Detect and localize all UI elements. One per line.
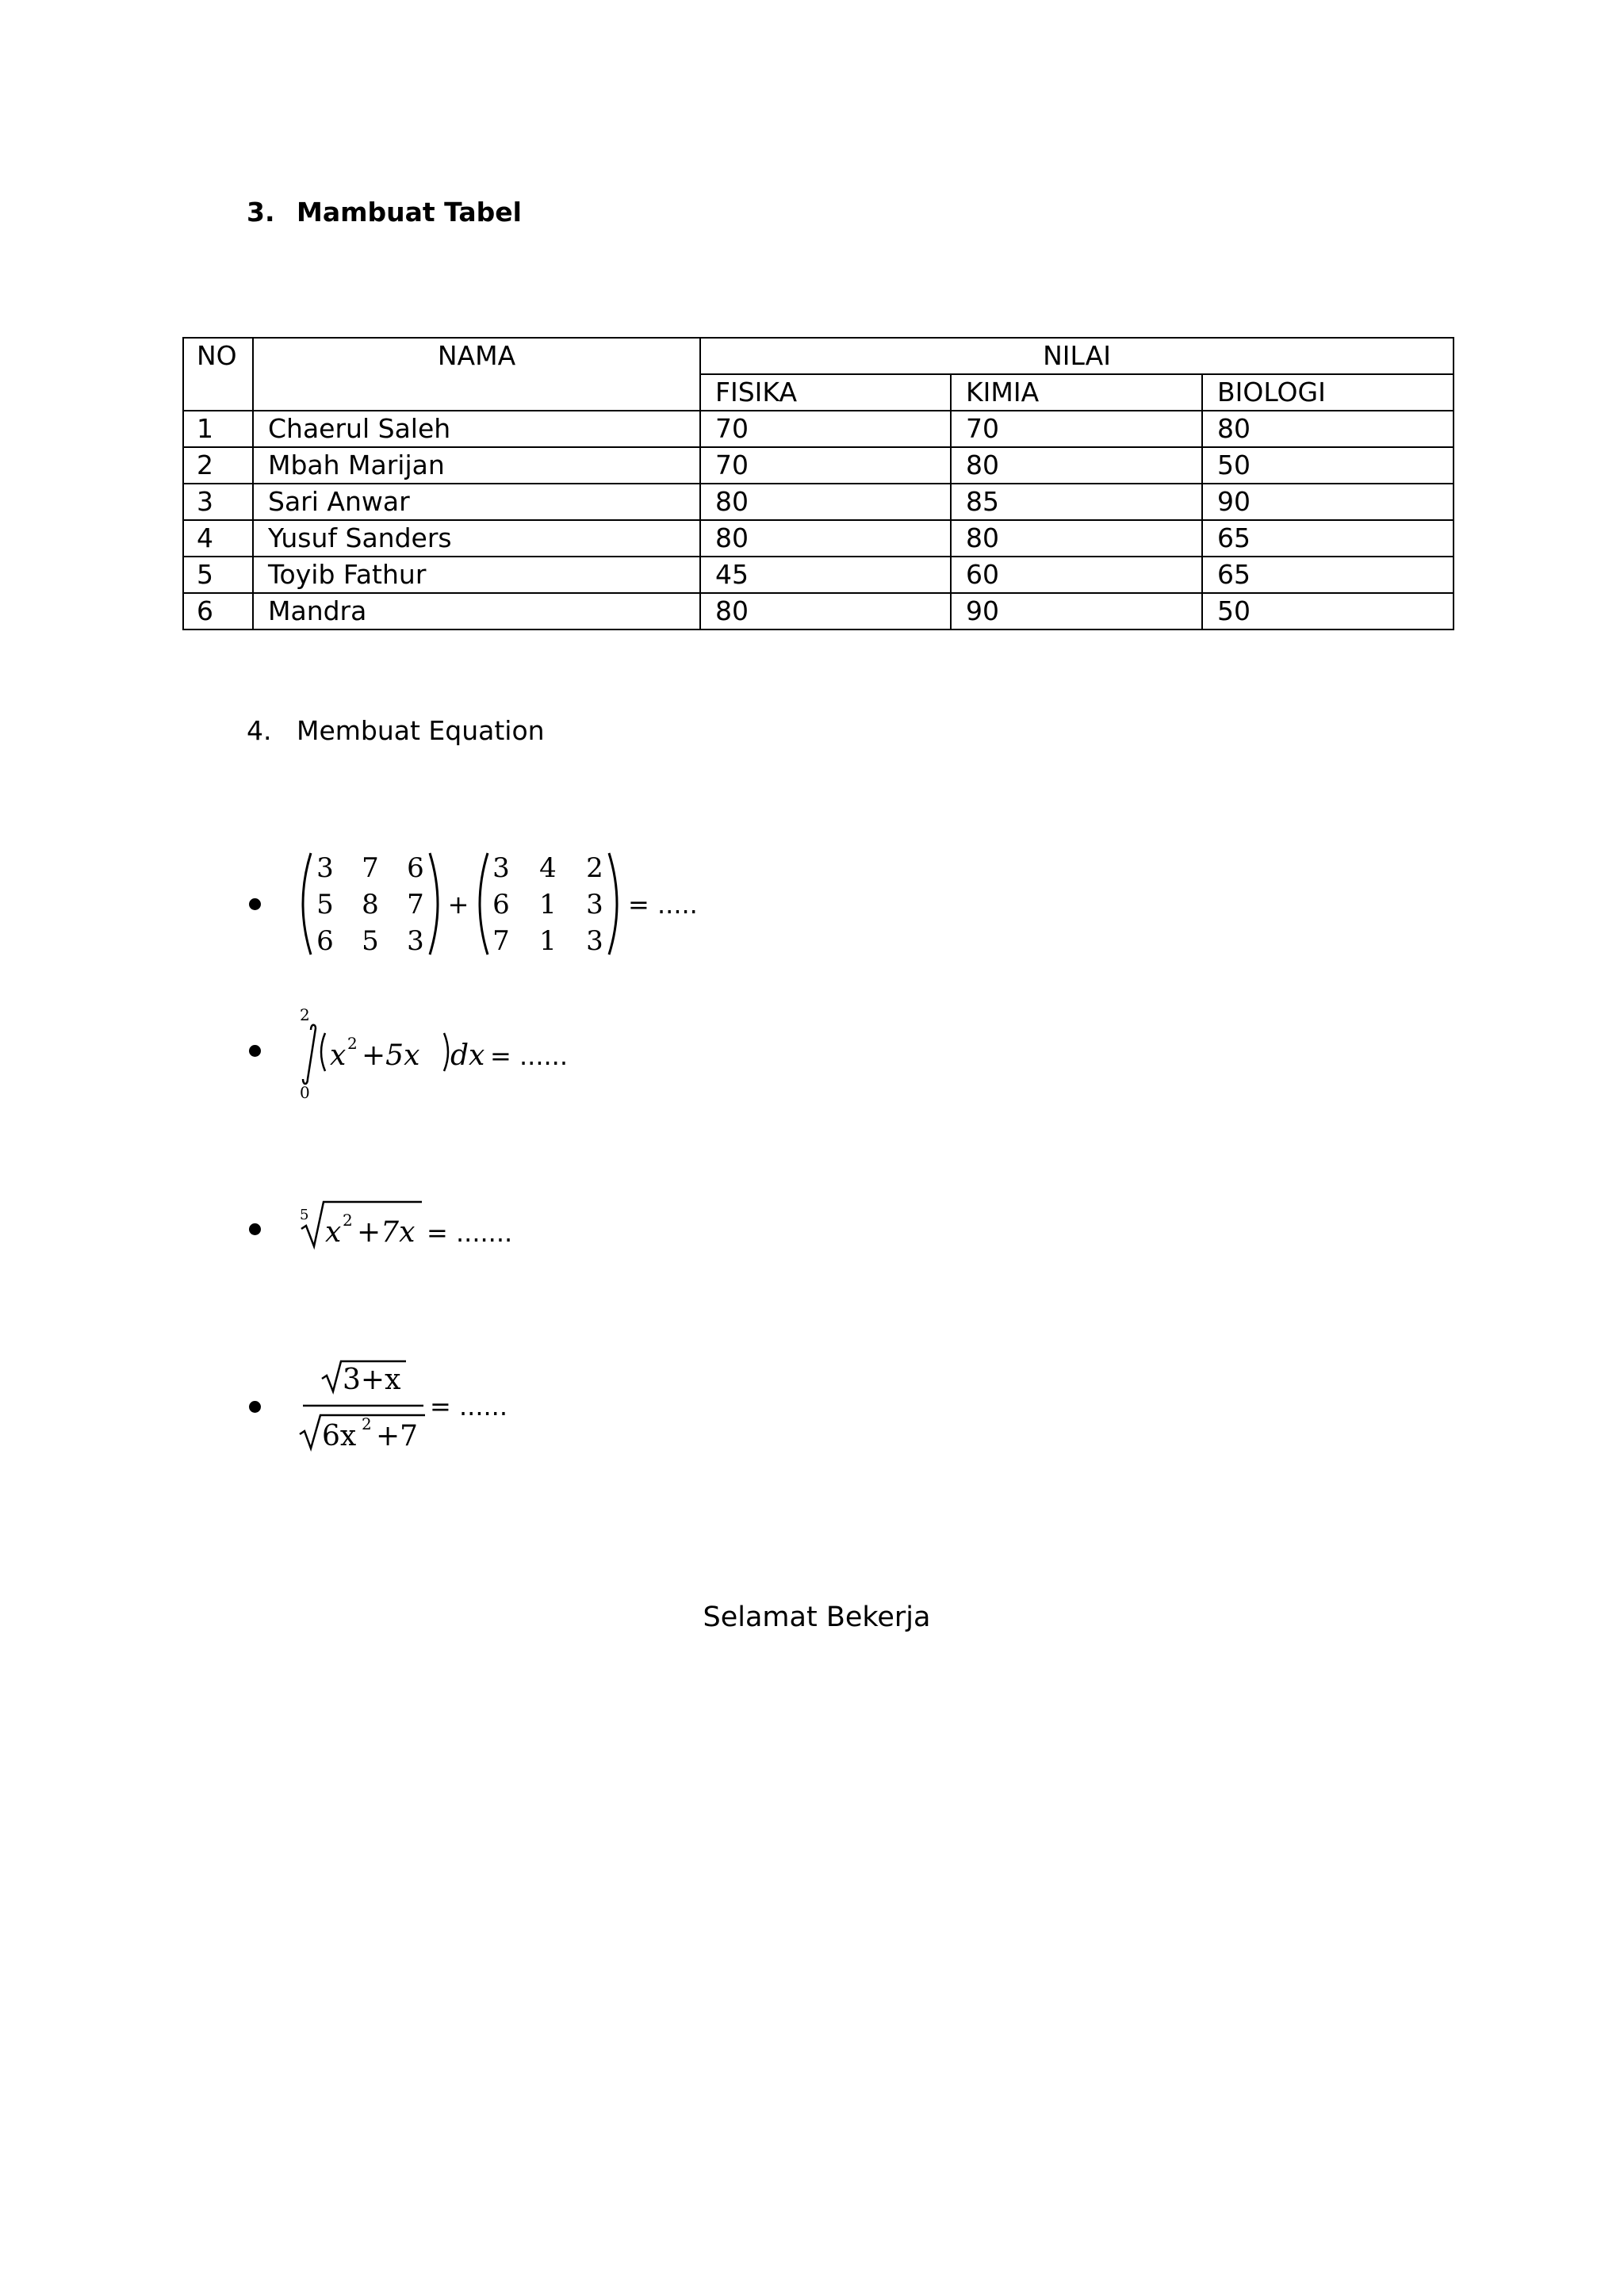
cell-biologi: 80 [1202,411,1454,447]
integral-result: = ...... [490,1041,569,1071]
cell-nama: Toyib Fathur [253,557,700,593]
matrix-a-cell: 7 [362,852,379,884]
root-rest: +7x [357,1216,416,1249]
closing-text: Selamat Bekerja [703,1601,931,1633]
matrix-b-cell: 6 [492,889,510,920]
fraction-numerator: 3+x [343,1364,401,1396]
integral-exponent: 2 [347,1034,358,1053]
cell-no: 6 [183,593,253,629]
cell-biologi: 90 [1202,484,1454,520]
header-kimia: KIMIA [951,374,1202,411]
fraction-result: = ...... [430,1391,508,1422]
cell-fisika: 80 [700,593,951,629]
matrix-b-cell: 3 [492,852,510,884]
root-equation [298,1197,552,1253]
cell-kimia: 90 [951,593,1202,629]
left-paren [480,853,488,955]
root-base: x [325,1216,342,1249]
cell-biologi: 50 [1202,593,1454,629]
matrix-equation [293,848,706,959]
header-nama: NAMA [253,338,700,411]
cell-kimia: 60 [951,557,1202,593]
integral-equation [293,1003,579,1106]
cell-no: 3 [183,484,253,520]
cell-no: 2 [183,447,253,484]
grades-table [182,337,1454,630]
matrix-b-cell: 7 [492,925,510,957]
fraction-den-exp: 2 [362,1414,372,1433]
cell-kimia: 70 [951,411,1202,447]
root-exponent: 2 [343,1211,353,1230]
cell-biologi: 65 [1202,520,1454,557]
root-result: = ....... [427,1218,513,1248]
bullet-icon [249,1401,261,1413]
table-row [183,484,1454,520]
cell-kimia: 80 [951,520,1202,557]
integral-upper-limit: 2 [300,1005,310,1024]
cell-nama: Sari Anwar [253,484,700,520]
section-3-number: 3. [247,197,275,228]
matrix-a-cell: 6 [407,852,424,884]
header-nilai: NILAI [700,338,1454,374]
table-row [183,593,1454,629]
right-paren [430,853,438,955]
cell-biologi: 50 [1202,447,1454,484]
cell-nama: Yusuf Sanders [253,520,700,557]
cell-nama: Chaerul Saleh [253,411,700,447]
fraction-equation [298,1352,536,1455]
table-row [183,520,1454,557]
matrix-a-cell: 7 [407,889,424,920]
integral-dx: dx [450,1039,485,1072]
table-row [183,411,1454,447]
matrix-b-cell: 2 [586,852,603,884]
matrix-a-cell: 5 [362,925,379,957]
cell-fisika: 80 [700,484,951,520]
integral-sign-icon [303,1025,316,1084]
left-paren [321,1033,325,1071]
section-4-title: Membuat Equation [297,715,545,746]
bullet-icon [249,898,261,910]
bullet-icon [249,1223,261,1235]
cell-kimia: 80 [951,447,1202,484]
matrix-a-cell: 8 [362,889,379,920]
left-paren [303,853,311,955]
header-no: NO [183,338,253,411]
section-4-heading [247,715,545,746]
matrix-b-cell: 4 [539,852,557,884]
matrix-a-cell: 3 [407,925,424,957]
cell-fisika: 70 [700,447,951,484]
matrix-b-cell: 3 [586,925,603,957]
matrix-a-cell: 3 [316,852,334,884]
root-index: 5 [300,1207,309,1223]
section-3-title: Mambuat Tabel [297,197,522,228]
matrix-a-cell: 5 [316,889,334,920]
table-row [183,447,1454,484]
integral-rest: +5x [362,1039,420,1072]
cell-no: 1 [183,411,253,447]
section-3-heading [247,197,522,228]
plus-operator: + [447,890,469,920]
section-4-number: 4. [247,715,272,746]
cell-no: 5 [183,557,253,593]
cell-fisika: 80 [700,520,951,557]
matrix-result: = ..... [628,890,698,920]
cell-fisika: 45 [700,557,951,593]
right-paren [609,853,617,955]
fraction-den-rest: +7 [376,1420,419,1452]
cell-biologi: 65 [1202,557,1454,593]
cell-nama: Mandra [253,593,700,629]
bullet-icon [249,1045,261,1057]
fraction-den-pre: 6x [322,1420,357,1452]
cell-nama: Mbah Marijan [253,447,700,484]
matrix-a-cell: 6 [316,925,334,957]
integral-lower-limit: 0 [300,1083,310,1102]
cell-fisika: 70 [700,411,951,447]
header-fisika: FISIKA [700,374,951,411]
cell-kimia: 85 [951,484,1202,520]
matrix-b-cell: 1 [539,925,557,957]
cell-no: 4 [183,520,253,557]
integral-base: x [330,1039,347,1072]
header-biologi: BIOLOGI [1202,374,1454,411]
matrix-b-cell: 1 [539,889,557,920]
matrix-b-cell: 3 [586,889,603,920]
table-row [183,557,1454,593]
right-paren [444,1033,448,1071]
